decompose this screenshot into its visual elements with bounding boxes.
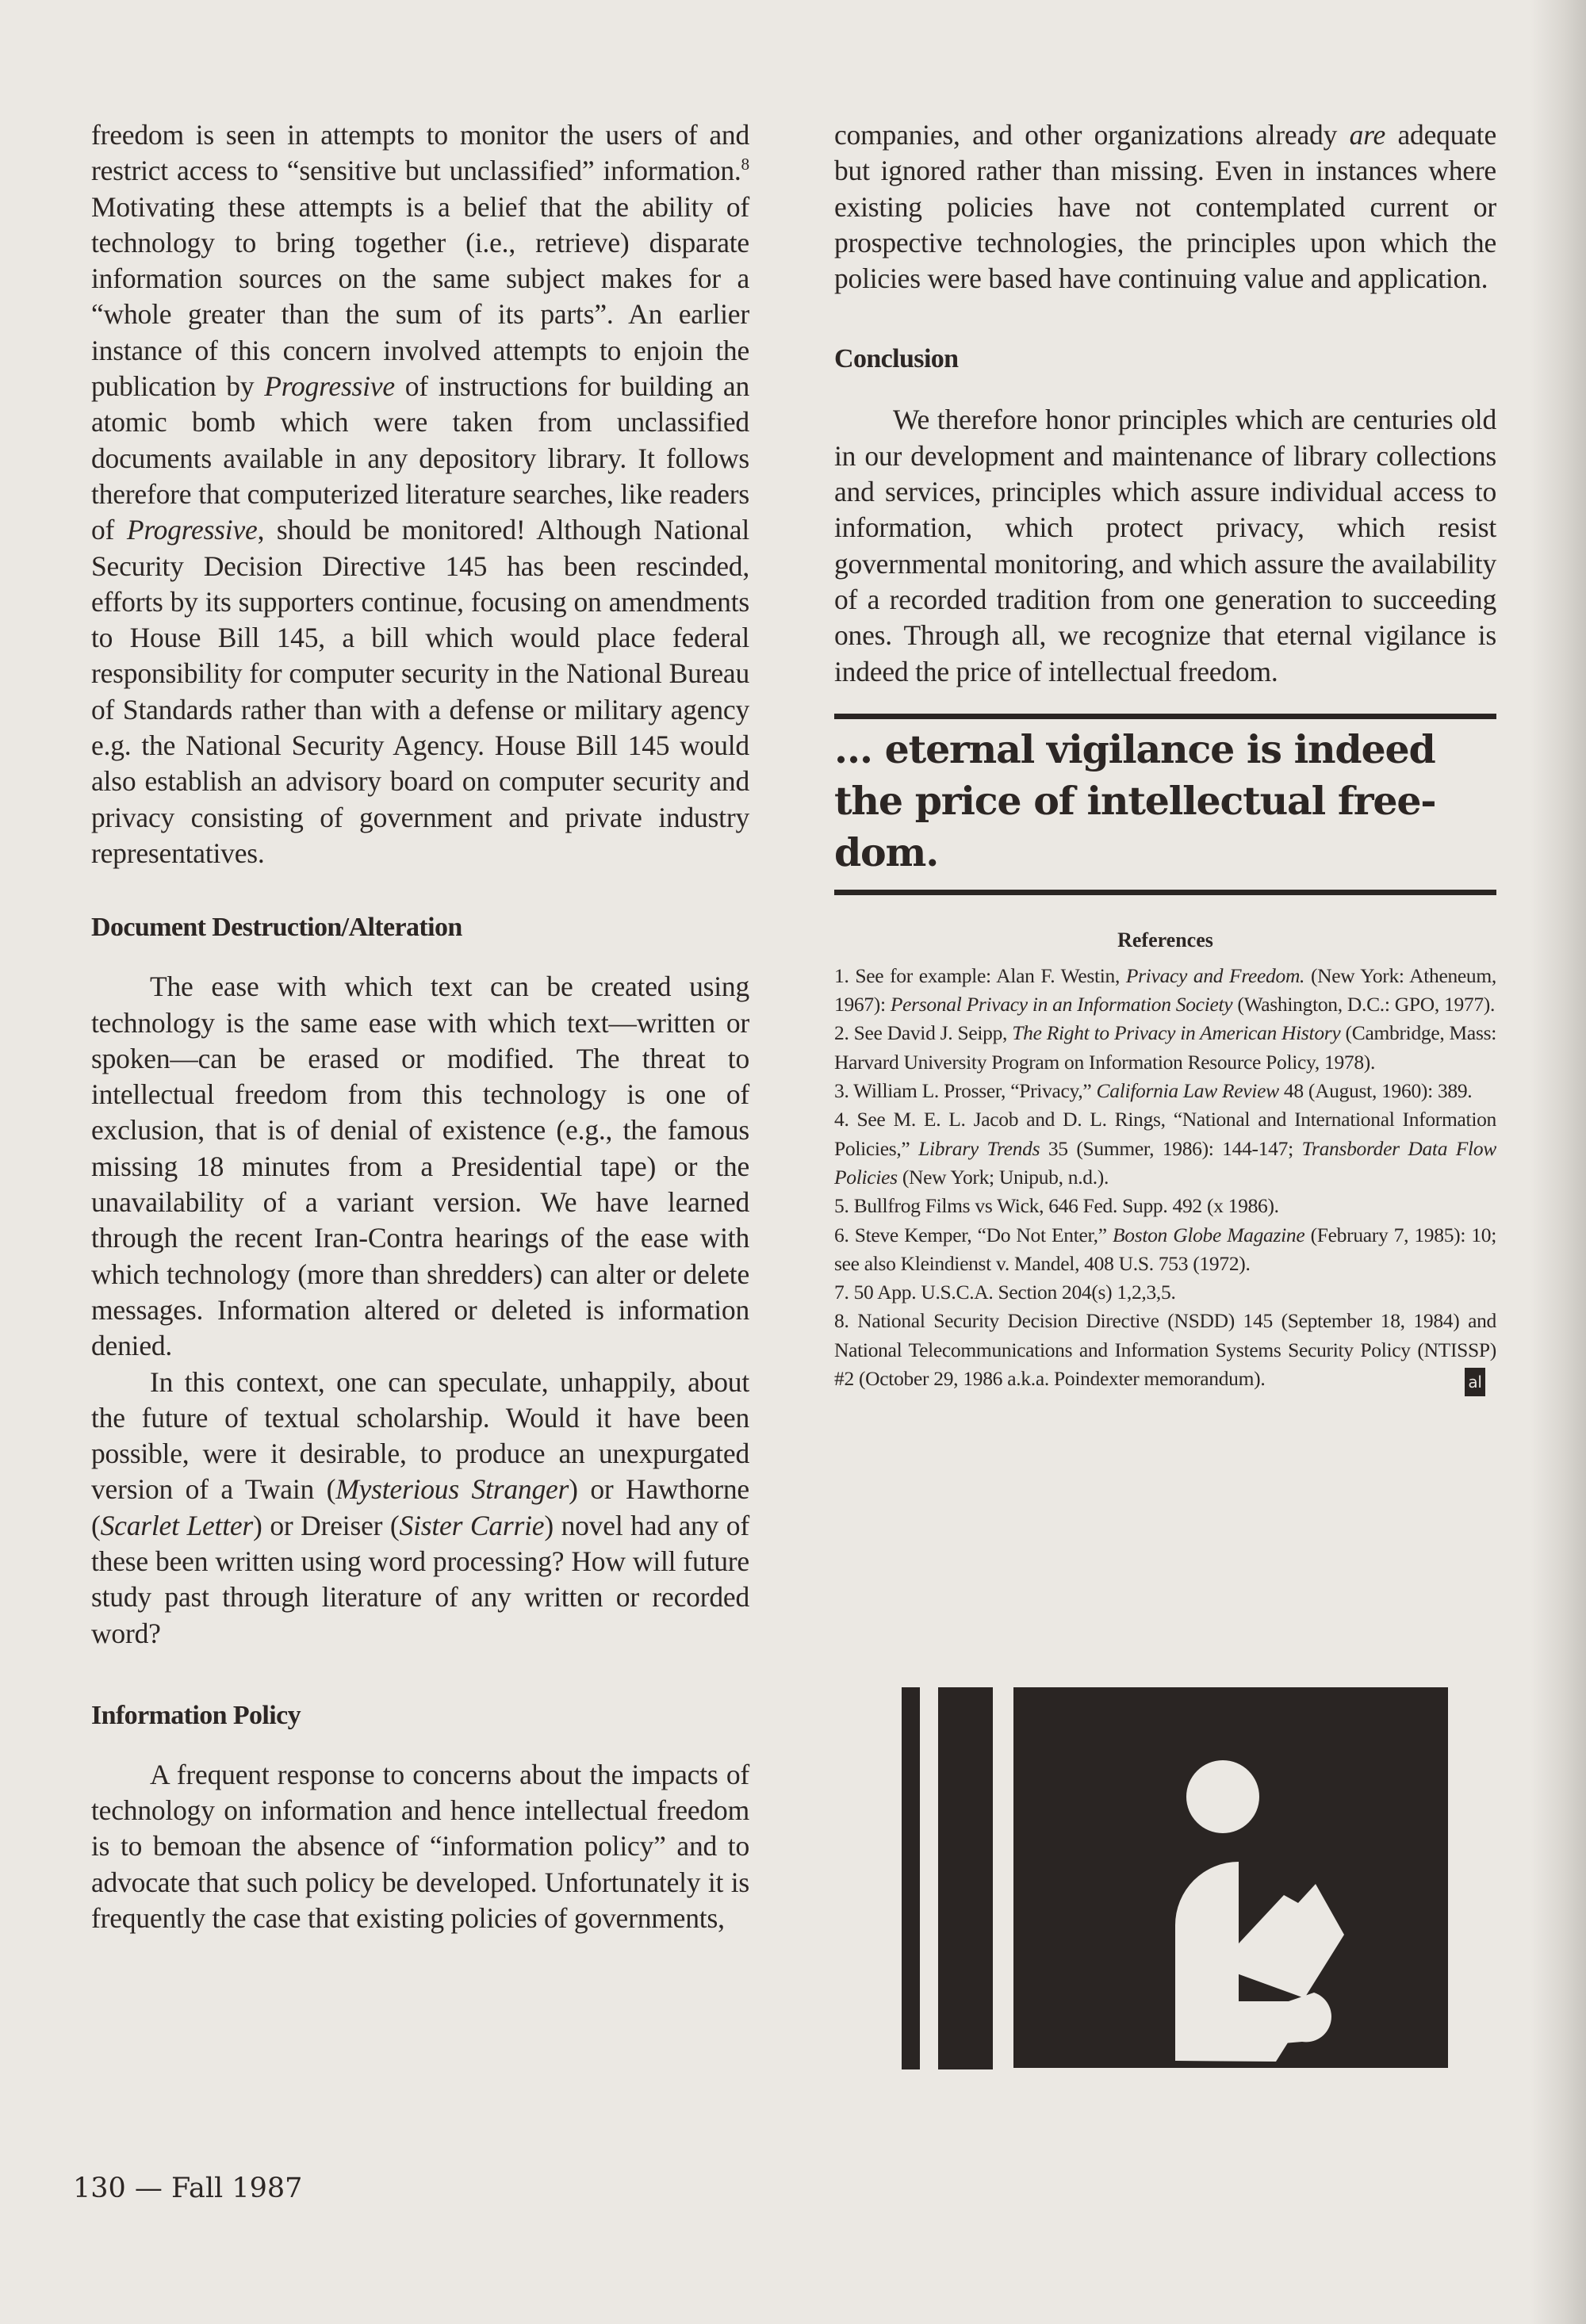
text-run: of instructions for building an atomic bomb which were taken from unclassified documents available in any depository library. It follows therefore that computerized literature searches, like readers of	[91, 370, 749, 546]
pull-quote-rule-top	[834, 714, 1496, 719]
paragraph-policies-continued	[834, 117, 1496, 297]
reference-number: 2.	[834, 1021, 849, 1045]
paragraph-information-policy: A frequent response to concerns about the impacts of technology on information and hence intellectual freedom is to bemoan the absence of “information policy” and to advocate that such policy be developed. Unfortunately it is frequently the case that existing policies of governments,	[91, 1758, 749, 1935]
text-run: In this context, one can speculate, unhappily, about the future of textual scholarship. Would it have been possible, were it desirable, to produce an unexpurgated version of a Twain (	[91, 1365, 749, 1506]
reference-title: Boston Globe Magazine	[1112, 1223, 1305, 1246]
section-heading-information-policy: Information Policy	[91, 1700, 301, 1730]
reference-text: (Cambridge, Mass: Harvard University Program on Information Resource Policy, 1978).	[834, 1021, 1496, 1074]
reference-text: See for example: Alan F. Westin,	[849, 963, 1126, 987]
reader-head-icon	[1186, 1760, 1259, 1833]
reference-number: 3.	[834, 1079, 849, 1103]
footnote-ref[interactable]: 8	[741, 155, 749, 174]
reference-text: National Security Decision Directive (NSDD) 145 (September 18, 1984) and National Telecommunications and Information Systems Security Policy (NTISSP) #2 (October 29, 1986 a.k.a. Poindexter memorandum).	[834, 1309, 1496, 1391]
reference-number: 5.	[834, 1194, 849, 1218]
pull-quote: … eternal vigilance is indeed the price of intellectual freedom.	[834, 726, 1437, 875]
reference-item	[834, 1221, 1496, 1279]
reference-number: 7.	[834, 1281, 849, 1304]
text-run: ) novel had any of these been written using word processing? How will future study past through literature of any written or recorded word?	[91, 1509, 749, 1649]
paragraph-conclusion: We therefore honor principles which are centuries old in our development and maintenance of library collections and services, principles which assure individual access to information, which protect privacy, which resist governmental monitoring, and which assure the availability of a recorded tradition from one generation to succeeding ones. Through all, we recognize that eternal vigilance is indeed the price of intellectual freedom.	[834, 404, 1496, 687]
right-column	[834, 117, 1496, 1396]
reference-text: 35 (Summer, 1986): 144-147;	[1040, 1136, 1302, 1160]
reference-text: Bullfrog Films vs Wick, 646 Fed. Supp. 492 (x 1986).	[849, 1194, 1279, 1218]
text-run: ) or Dreiser (	[253, 1509, 400, 1541]
paragraph-document-destruction: The ease with which text can be created using technology is the same ease with which text—written or spoken—can be erased or modified. The threat to intellectual freedom from this technology is one of exclusion, that is of denial of existence (e.g., the famous missing 18 minutes from a Presidential tape) or the unavailability of a variant version. We have learned through the recent Iran-Contra hearings of the ease with which technology (more than shredders) can alter or delete messages. Information altered or deleted is information denied.	[91, 971, 749, 1362]
reference-title: Transborder Data Flow Policies	[834, 1136, 1496, 1189]
reference-number: 6.	[834, 1223, 849, 1246]
reference-item	[834, 1077, 1496, 1105]
reference-text: 50 App. U.S.C.A. Section 204(s) 1,2,3,5.	[849, 1281, 1176, 1304]
reference-item	[834, 1192, 1496, 1220]
book-title: Scarlet Letter	[100, 1509, 254, 1541]
reference-title: Privacy and Freedom.	[1125, 963, 1305, 987]
logo-thin-bar	[902, 1687, 920, 2069]
page-edge-shadow	[1530, 0, 1586, 2324]
reference-text: (New York; Unipub, n.d.).	[897, 1165, 1109, 1189]
paragraph-textual-scholarship	[91, 1365, 749, 1652]
reference-text: See David J. Seipp,	[849, 1021, 1013, 1045]
reference-title: The Right to Privacy in American History	[1012, 1021, 1341, 1045]
reference-item	[834, 1307, 1496, 1393]
section-heading-conclusion: Conclusion	[834, 344, 959, 374]
reference-text: William L. Prosser, “Privacy,”	[849, 1079, 1097, 1103]
references-list	[834, 962, 1496, 1393]
section-heading-document-destruction: Document Destruction/Alteration	[91, 913, 462, 943]
reference-item	[834, 1278, 1496, 1307]
text-run: ) or Hawthorne (	[91, 1473, 749, 1541]
publication-title: Progressive	[264, 370, 395, 403]
reference-text: (February 7, 1985): 10; see also Kleindienst v. Mandel, 408 U.S. 753 (1972).	[834, 1223, 1496, 1275]
text-run: Motivating these attempts is a belief that the ability of technology to bring together (i.e., retrieve) disparate information sources on the same subject makes for a “whole greater than the sum of its parts”. An earlier instance of this concern involved attempts to enjoin the publication by	[91, 190, 749, 403]
reference-text: See M. E. L. Jacob and D. L. Rings, “National and International Information Policies,”	[834, 1108, 1496, 1160]
reference-text: 48 (August, 1960): 389.	[1278, 1079, 1473, 1103]
publication-title: Progressive	[126, 514, 258, 546]
page-footer: 130 — Fall 1987	[73, 2173, 303, 2204]
text-run: freedom is seen in attempts to monitor the users of and restrict access to “sensitive but unclassified” information.	[91, 119, 749, 187]
pull-quote-rule-bottom	[834, 890, 1496, 895]
reference-item	[834, 1105, 1496, 1192]
reference-text: (New York: Atheneum, 1967):	[834, 963, 1496, 1017]
reference-item	[834, 962, 1496, 1020]
article-end-mark-icon: al	[1465, 1368, 1485, 1396]
reference-text: Steve Kemper, “Do Not Enter,”	[849, 1223, 1113, 1246]
logo-thick-bar	[938, 1687, 993, 2069]
reference-number: 1.	[834, 963, 849, 987]
text-run: adequate but ignored rather than missing. Even in instances where existing policies have not contemplated current or prospective technologies, the principles upon which the policies were based have continuing value and application.	[834, 119, 1497, 295]
book-title: Sister Carrie	[399, 1509, 545, 1541]
reference-item	[834, 1019, 1496, 1077]
reference-text: (Washington, D.C.: GPO, 1977).	[1232, 993, 1496, 1017]
library-reader-logo	[902, 1687, 1449, 2069]
text-run: , should be monitored! Although National Security Decision Directive 145 has been rescinded, efforts by its supporters continue, focusing on amendments to House Bill 145, a bill which would place federal responsibility for computer security in the National Bureau of Standards rather than with a defense or military agency e.g. the National Security Agency. House Bill 145 would also establish an advisory board on computer security and privacy consisting of government and private industry representatives.	[91, 514, 749, 869]
left-column	[91, 117, 749, 1936]
book-title: Mysterious Stranger	[335, 1473, 569, 1506]
reference-number: 8.	[834, 1309, 849, 1333]
reference-title: Library Trends	[918, 1136, 1040, 1160]
reference-title: Personal Privacy in an Information Society	[890, 993, 1233, 1017]
text-run: companies, and other organizations already	[834, 119, 1350, 151]
reference-title: California Law Review	[1096, 1079, 1279, 1103]
emphasis: are	[1349, 119, 1386, 151]
references-heading: References	[1117, 928, 1213, 951]
reference-number: 4.	[834, 1108, 849, 1131]
paragraph-surveillance	[91, 117, 749, 871]
